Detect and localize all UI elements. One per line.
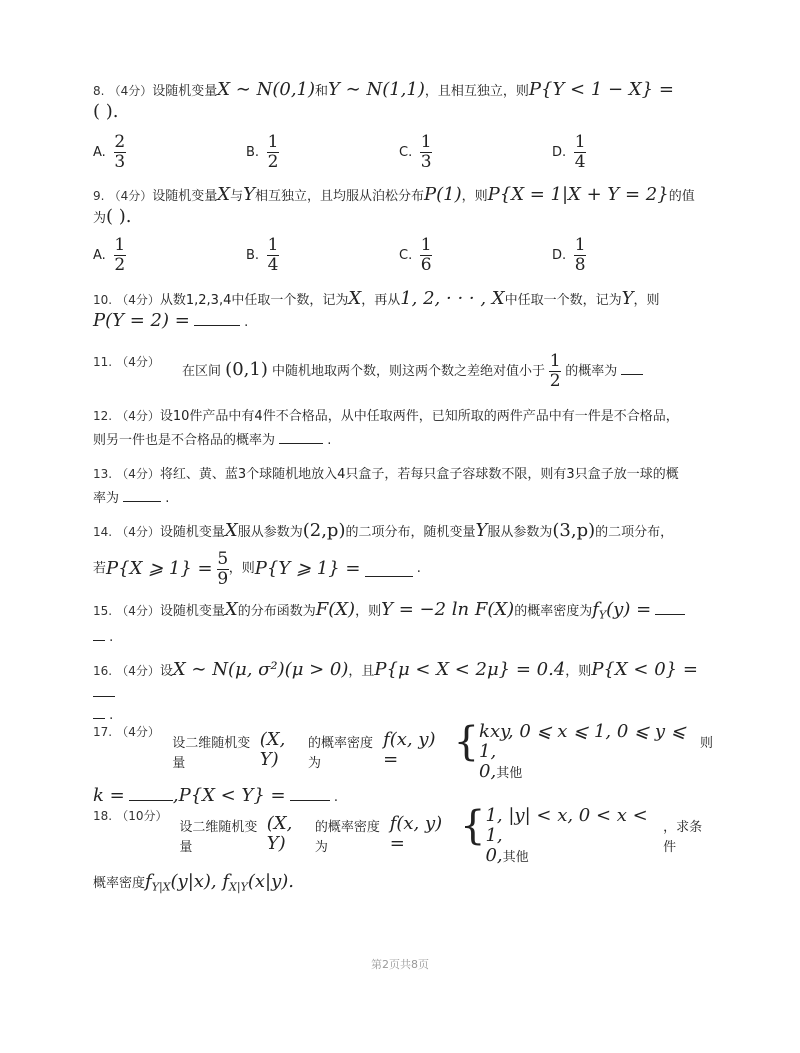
answer-blank[interactable] (621, 360, 643, 375)
question-16: 16. （4分）设X ∼ N(μ, σ²)(μ > 0)，且P{μ < X < 2μ} = 0.4，则P{X < 0} = . (93, 659, 698, 723)
brace: { (460, 803, 486, 849)
question-17: 17. （4分） 设二维随机变量 (X, Y) 的概率密度为 f(x, y) = { kxy, 0 ⩽ x ⩽ 1, 0 ⩽ y ⩽ 1, 0,其他 则 k = ,P{X < Y} = . (93, 719, 714, 806)
question-12: 12. （4分）设10件产品中有4件不合格品，从中任取两件，已知所取的两件产品中有一件是不合格品， 则另一件也是不合格品的概率为 . (93, 409, 679, 448)
fraction: $\frac{1}{2}$ (267, 132, 279, 172)
math: Y ∼ N(1,1) (328, 79, 425, 100)
answer-blank[interactable] (129, 786, 173, 801)
question-18: 18. （10分） 设二维随机变量 (X, Y) 的概率密度为 f(x, y) = { 1, |y| < x, 0 < x < 1, 0,其他 ，求条件 概率密度$f_{Y|X}(y|x)$, $f_{X|Y}(x|y)$. (93, 803, 703, 894)
question-15: 15. （4分）设随机变量X的分布函数为F(X)，则Y = −2 ln F(X)的概率密度为$f_Y(y)$ = . (93, 600, 713, 648)
answer-paren: ( ). (106, 206, 132, 227)
option-a[interactable]: A. $\frac{2}{3}$ (93, 132, 126, 172)
option-a[interactable]: A. $\frac{1}{2}$ (93, 235, 126, 275)
option-b[interactable]: B. $\frac{1}{2}$ (246, 132, 279, 172)
fraction: $\frac{1}{4}$ (574, 132, 586, 172)
fraction: $\frac{1}{4}$ (267, 235, 279, 275)
option-c[interactable]: C. $\frac{1}{6}$ (399, 235, 432, 275)
option-b[interactable]: B. $\frac{1}{4}$ (246, 235, 279, 275)
fraction: $\frac{2}{3}$ (114, 132, 126, 172)
fraction: $\frac{1}{2}$ (114, 235, 126, 275)
question-14: 14. （4分）设随机变量X服从参数为(2,p)的二项分布，随机变量Y服从参数为(3,p)的二项分布， 若 P{X ⩾ 1} = $\frac{5}{9}$ ，则 P{Y ⩾ 1} = . (93, 520, 674, 589)
option-d[interactable]: D. $\frac{1}{4}$ (552, 132, 586, 172)
answer-blank[interactable] (123, 487, 161, 502)
answer-blank[interactable] (365, 562, 413, 577)
question-score: （4分） (108, 84, 153, 98)
question-11: 11. （4分） 在区间 (0,1) 中随机地取两个数，则这两个数之差绝对值小于 $\frac{1}{2}$ 的概率为 (93, 352, 713, 391)
answer-blank[interactable] (290, 786, 330, 801)
answer-blank[interactable] (194, 311, 240, 326)
brace: { (453, 719, 480, 765)
question-score: （4分） (108, 189, 153, 203)
piecewise: kxy, 0 ⩽ x ⩽ 1, 0 ⩽ y ⩽ 1, 0,其他 (479, 721, 686, 782)
answer-blank[interactable] (93, 682, 115, 697)
math: X ∼ N(0,1) (217, 79, 316, 100)
option-d[interactable]: D. $\frac{1}{8}$ (552, 235, 586, 275)
question-13: 13. （4分）将红、黄、蓝3个球随机地放入4只盒子，若每只盒子容球数不限，则有3只盒子放一球的概 率为 . (93, 467, 679, 506)
fraction: $\frac{1}{8}$ (574, 235, 586, 275)
option-c[interactable]: C. $\frac{1}{3}$ (399, 132, 432, 172)
math: P{Y < 1 − X} = (528, 79, 674, 100)
question-9: 9. （4分）设随机变量X与Y相互独立，且均服从泊松分布P(1)，则P{X = 1|X + Y = 2}的值 为( ). (93, 184, 695, 227)
question-8: 8. （4分）设随机变量X ∼ N(0,1)和Y ∼ N(1,1)，且相互独立，则P{Y < 1 − X} = ( ). (93, 79, 674, 122)
answer-blank[interactable] (279, 429, 323, 444)
answer-paren: ( ). (93, 101, 119, 122)
question-number: 8. (93, 84, 105, 98)
options-q9 (93, 236, 713, 280)
answer-blank[interactable] (655, 600, 685, 615)
fraction: $\frac{1}{3}$ (420, 132, 432, 172)
options-q8 (93, 133, 713, 177)
fraction: $\frac{1}{6}$ (420, 235, 432, 275)
fraction: $\frac{5}{9}$ (217, 548, 229, 589)
piecewise: 1, |y| < x, 0 < x < 1, 0,其他 (485, 805, 648, 866)
question-10: 10. （4分）从数1,2,3,4中任取一个数，记为X，再从1, 2, · · · , X中任取一个数，记为Y，则 P(Y = 2) = . (93, 288, 660, 331)
page-footer: 第2页共8页 (371, 958, 429, 971)
fraction: $\frac{1}{2}$ (549, 351, 561, 391)
question-number: 9. (93, 189, 105, 203)
